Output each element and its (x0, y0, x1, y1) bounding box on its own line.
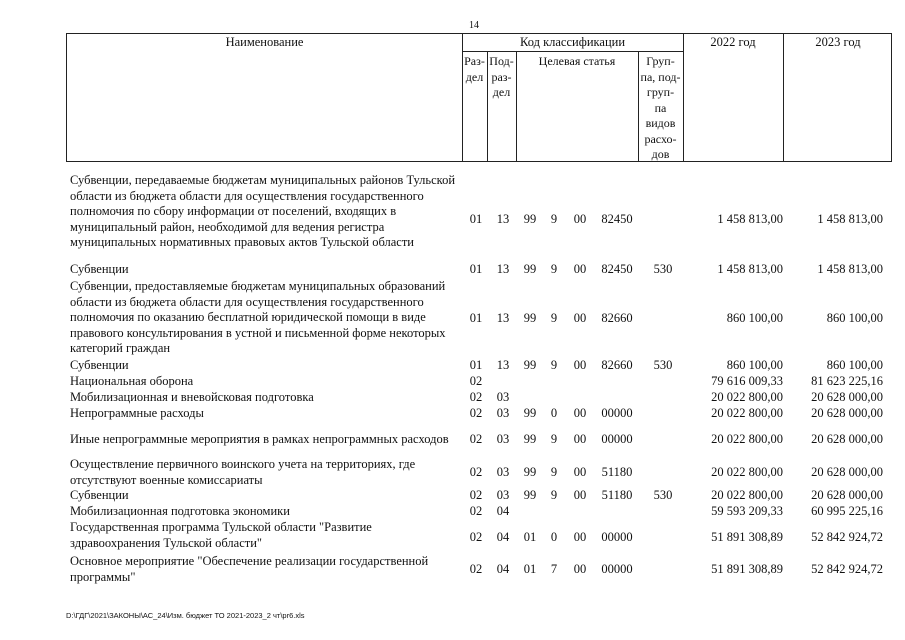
cell-target-event: 00 (573, 358, 587, 372)
cell-razdel: 02 (469, 562, 483, 576)
cell-target-subprogram: 0 (550, 530, 558, 544)
cell-target-subprogram: 9 (550, 465, 558, 479)
cell-target-direction: 82450 (601, 262, 633, 276)
cell-razdel: 01 (469, 358, 483, 372)
cell-target-direction: 00000 (601, 432, 633, 446)
cell-razdel: 01 (469, 212, 483, 226)
cell-podrazdel: 03 (496, 488, 510, 502)
cell-year-2023: 860 100,00 (826, 358, 883, 372)
cell-year-2023: 20 628 000,00 (811, 432, 883, 446)
cell-name: Мобилизационная подготовка экономики (70, 504, 290, 518)
cell-target-subprogram: 9 (550, 488, 558, 502)
cell-year-2023: 1 458 813,00 (817, 212, 883, 226)
cell-razdel: 02 (469, 530, 483, 544)
page-number: 14 (469, 20, 479, 31)
cell-target-program: 99 (523, 262, 537, 276)
cell-razdel: 02 (469, 432, 483, 446)
cell-year-2023: 81 623 225,16 (811, 374, 883, 388)
cell-target-event: 00 (573, 530, 587, 544)
header-year-2023: 2023 год (815, 35, 861, 49)
cell-podrazdel: 04 (496, 504, 510, 518)
cell-target-event: 00 (573, 432, 587, 446)
cell-target-program: 99 (523, 406, 537, 420)
cell-razdel: 02 (469, 488, 483, 502)
cell-podrazdel: 13 (496, 212, 510, 226)
cell-name: Непрограммные расходы (70, 406, 204, 420)
cell-podrazdel: 04 (496, 530, 510, 544)
cell-year-2022: 20 022 800,00 (711, 406, 783, 420)
cell-target-program: 99 (523, 212, 537, 226)
header-expense-group: Груп- па, под- груп- па видов расхо- дов (640, 54, 681, 161)
cell-podrazdel: 03 (496, 465, 510, 479)
cell-podrazdel: 04 (496, 562, 510, 576)
cell-razdel: 02 (469, 406, 483, 420)
cell-year-2022: 20 022 800,00 (711, 488, 783, 502)
cell-name: Субвенции (70, 358, 129, 372)
cell-name: Субвенции, предоставляемые бюджетам муниципальных образований области из бюджета области для осуществления государственного полномочия по оказанию бесплатной юридической помощи в виде правового консультирования в устной и письменной форме некоторых категорий граждан (70, 279, 446, 355)
cell-razdel: 02 (469, 465, 483, 479)
cell-year-2022: 51 891 308,89 (711, 562, 783, 576)
cell-target-subprogram: 9 (550, 212, 558, 226)
cell-year-2022: 860 100,00 (726, 358, 783, 372)
cell-target-event: 00 (573, 562, 587, 576)
cell-target-subprogram: 7 (550, 562, 558, 576)
cell-target-event: 00 (573, 488, 587, 502)
cell-year-2023: 20 628 000,00 (811, 390, 883, 404)
cell-target-direction: 00000 (601, 562, 633, 576)
cell-year-2022: 1 458 813,00 (717, 212, 783, 226)
cell-target-program: 99 (523, 465, 537, 479)
cell-target-program: 99 (523, 358, 537, 372)
cell-year-2023: 20 628 000,00 (811, 488, 883, 502)
cell-expense-group: 530 (653, 488, 673, 502)
cell-year-2023: 860 100,00 (826, 311, 883, 325)
cell-target-direction: 82660 (601, 358, 633, 372)
cell-year-2023: 52 842 924,72 (811, 530, 883, 544)
cell-target-subprogram: 0 (550, 406, 558, 420)
cell-target-event: 00 (573, 311, 587, 325)
cell-razdel: 01 (469, 311, 483, 325)
cell-target-direction: 00000 (601, 530, 633, 544)
cell-year-2022: 51 891 308,89 (711, 530, 783, 544)
cell-target-direction: 00000 (601, 406, 633, 420)
cell-name: Субвенции, передаваемые бюджетам муниципальных районов Тульской области из бюджета области для осуществления государственного полномочия по сбору информации от поселений, входящих в муниципальный район, необходимой для ведения регистра муниципальных нормативных правовых актов Тульской области (70, 173, 456, 249)
header-name: Наименование (225, 35, 304, 49)
cell-year-2023: 20 628 000,00 (811, 406, 883, 420)
cell-target-event: 00 (573, 465, 587, 479)
cell-target-subprogram: 9 (550, 262, 558, 276)
cell-target-event: 00 (573, 212, 587, 226)
cell-year-2022: 20 022 800,00 (711, 432, 783, 446)
cell-name: Субвенции (70, 488, 129, 502)
file-path-footer: D:\ГДГ\2021\ЗАКОНЫ\АС_24\Изм. бюджет ТО 2021-2023_2 чт\pr6.xls (66, 611, 305, 620)
cell-year-2022: 860 100,00 (726, 311, 783, 325)
cell-year-2022: 59 593 209,33 (711, 504, 783, 518)
cell-target-subprogram: 9 (550, 311, 558, 325)
cell-year-2023: 52 842 924,72 (811, 562, 883, 576)
cell-name: Национальная оборона (70, 374, 194, 388)
cell-podrazdel: 13 (496, 262, 510, 276)
cell-expense-group: 530 (653, 358, 673, 372)
cell-podrazdel: 03 (496, 432, 510, 446)
cell-target-subprogram: 9 (550, 432, 558, 446)
header-podrazdel: Под- раз- дел (489, 54, 514, 99)
cell-year-2022: 20 022 800,00 (711, 390, 783, 404)
cell-target-direction: 51180 (601, 465, 633, 479)
header-target-article: Целевая статья (538, 54, 616, 68)
cell-podrazdel: 13 (496, 311, 510, 325)
header-razdel: Раз- дел (464, 54, 485, 84)
cell-target-program: 99 (523, 311, 537, 325)
cell-target-program: 99 (523, 432, 537, 446)
header-year-2022: 2022 год (710, 35, 756, 49)
cell-name: Осуществление первичного воинского учета на территориях, где отсутствуют военные комиссариаты (70, 457, 416, 487)
cell-target-program: 01 (523, 530, 537, 544)
cell-razdel: 02 (469, 504, 483, 518)
cell-year-2023: 60 995 225,16 (811, 504, 883, 518)
cell-year-2022: 1 458 813,00 (717, 262, 783, 276)
header-code-group: Код классификации (519, 35, 626, 49)
cell-razdel: 02 (469, 374, 483, 388)
cell-target-event: 00 (573, 262, 587, 276)
cell-target-direction: 82450 (601, 212, 633, 226)
cell-expense-group: 530 (653, 262, 673, 276)
cell-year-2023: 20 628 000,00 (811, 465, 883, 479)
cell-year-2023: 1 458 813,00 (817, 262, 883, 276)
cell-target-direction: 51180 (601, 488, 633, 502)
cell-podrazdel: 03 (496, 406, 510, 420)
cell-target-program: 99 (523, 488, 537, 502)
cell-year-2022: 20 022 800,00 (711, 465, 783, 479)
cell-target-subprogram: 9 (550, 358, 558, 372)
cell-name: Иные непрограммные мероприятия в рамках непрограммных расходов (70, 432, 449, 446)
cell-razdel: 01 (469, 262, 483, 276)
cell-target-program: 01 (523, 562, 537, 576)
cell-name: Государственная программа Тульской области "Развитие здравоохранения Тульской области" (70, 520, 372, 550)
cell-name: Основное мероприятие "Обеспечение реализации государственной программы" (70, 554, 429, 584)
table-header (66, 33, 892, 162)
cell-year-2022: 79 616 009,33 (711, 374, 783, 388)
cell-target-event: 00 (573, 406, 587, 420)
cell-name: Субвенции (70, 262, 129, 276)
cell-name: Мобилизационная и вневойсковая подготовка (70, 390, 314, 404)
cell-podrazdel: 13 (496, 358, 510, 372)
cell-podrazdel: 03 (496, 390, 510, 404)
cell-razdel: 02 (469, 390, 483, 404)
cell-target-direction: 82660 (601, 311, 633, 325)
